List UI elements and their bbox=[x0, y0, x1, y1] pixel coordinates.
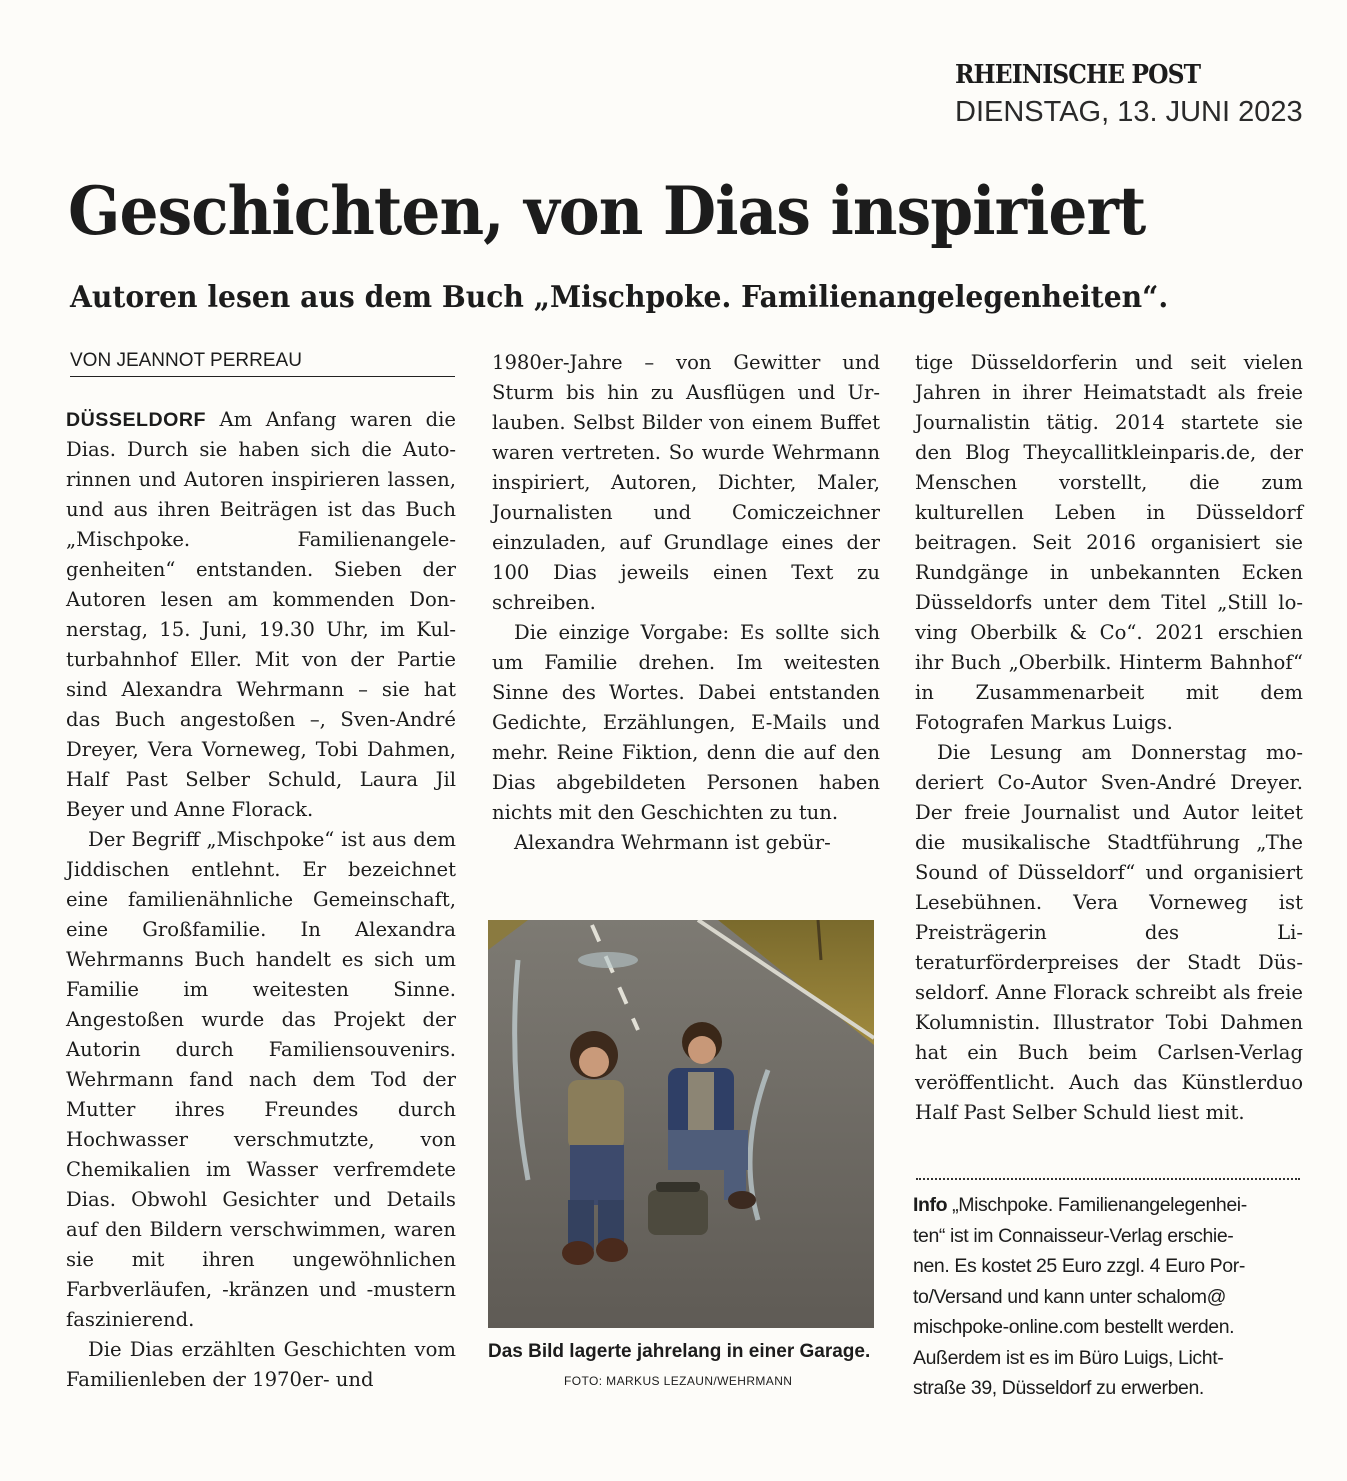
paragraph-5: Die einzige Vorgabe: Es sollte sich um Familie drehen. Im weitesten Sinne des Wortes. Dabei entstanden Gedichte, Erzählungen, E-Mails und mehr. Reine Fiktion, denn die auf den Dias abgebildeten Personen haben nichts mit den Geschichten zu tun. bbox=[492, 621, 880, 824]
article-column-1 bbox=[66, 405, 456, 1395]
paragraph-1-text: Am Anfang waren die Dias. Durch sie haben sich die Autorinnen und Autoren inspirieren lassen, und aus ihren Beiträgen ist das Buch „Mischpoke. Familienangelegenheiten“ entstanden. Sieben der Autoren lesen am kommenden Donnerstag, 15. Juni, 19.30 Uhr, im Kulturbahnhof Eller. Mit von der Partie sind Alexandra Wehrmann – sie hat das Buch angestoßen –, Sven-André Dreyer, Vera Vorneweg, Tobi Dahmen, Half Past Selber Schuld, Laura Jil Beyer und Anne Florack. bbox=[66, 408, 457, 821]
photo-credit: FOTO: MARKUS LEZAUN/WEHRMANN bbox=[564, 1374, 793, 1388]
info-line-5: mischpoke-online.com bestellt werden. bbox=[913, 1316, 1235, 1338]
info-line-3: nen. Es kostet 25 Euro zzgl. 4 Euro Por- bbox=[913, 1255, 1245, 1277]
paragraph-2: Der Begriff „Mischpoke“ ist aus dem Jiddischen entlehnt. Er bezeichnet eine familienähnliche Gemeinschaft, eine Großfamilie. In Alexandra Wehrmanns Buch handelt es sich um Familie im weitesten Sinne. Angestoßen wurde das Projekt der Autorin durch Familiensouvenirs. Wehrmann fand nach dem Tod der Mutter ihres Freundes durch Hochwasser verschmutzte, von Chemikalien im Wasser verfremdete Dias. Obwohl Gesichter und Details auf den Bildern verschwimmen, waren sie mit ihren ungewöhnlichen Farbverläufen, -kränzen und -mustern faszinierend. bbox=[66, 828, 456, 1331]
info-line-2: ten“ ist im Connaisseur-Verlag erschie- bbox=[913, 1224, 1234, 1247]
info-box bbox=[913, 1190, 1305, 1404]
paragraph-1 bbox=[66, 405, 456, 825]
article-column-2 bbox=[492, 348, 880, 858]
info-line-1 bbox=[913, 1190, 1305, 1221]
issue-date: DIENSTAG, 13. JUNI 2023 bbox=[955, 96, 1303, 128]
article-headline: Geschichten, von Dias inspiriert bbox=[68, 172, 1146, 250]
paragraph-8: Die Lesung am Donnerstag moderiert Co-Autor Sven-André Dreyer. Der freie Journalist und Autor leitet die musikalische Stadtführung „The Sound of Düsseldorf“ und organisiert Lesebühnen. Vera Vorneweg ist Preisträgerin des Literaturförderpreises der Stadt Düsseldorf. Anne Florack schreibt als freie Kolumnistin. Illustrator Tobi Dahmen hat ein Buch beim Carlsen-Verlag veröffentlicht. Auch das Künstlerduo Half Past Selber Schuld liest mit. bbox=[915, 741, 1303, 1124]
article-photo bbox=[488, 920, 874, 1328]
info-line-7: straße 39, Düsseldorf zu erwerben. bbox=[913, 1377, 1204, 1399]
photo-two-boys-on-road bbox=[488, 920, 874, 1328]
newspaper-name: RHEINISCHE POST bbox=[955, 60, 1201, 90]
info-line-6: Außerdem ist es im Büro Luigs, Licht- bbox=[913, 1346, 1224, 1369]
paragraph-4: 1980er-Jahre – von Gewitter und Sturm bis hin zu Ausflügen und Urlauben. Selbst Bilder von einem Buffet waren vertreten. So wurde Wehrmann inspiriert, Autoren, Dichter, Maler, Journalisten und Comiczeichner einzuladen, auf Grundlage eines der 100 Dias jeweils einen Text zu schreiben. bbox=[492, 351, 880, 614]
masthead bbox=[955, 60, 1303, 129]
article-column-3 bbox=[915, 348, 1303, 1128]
paragraph-3: Die Dias erzählten Geschichten vom Familienleben der 1970er- und bbox=[66, 1338, 456, 1391]
info-divider bbox=[916, 1178, 1300, 1180]
info-text-1: „Mischpoke. Familienangelegenhei- bbox=[952, 1194, 1247, 1216]
article-subheadline: Autoren lesen aus dem Buch „Mischpoke. Familienangelegenheiten“. bbox=[70, 280, 1169, 315]
photo-caption bbox=[488, 1338, 874, 1395]
info-line-4: to/Versand und kann unter schalom@ bbox=[913, 1285, 1226, 1308]
paragraph-6: Alexandra Wehrmann ist gebür- bbox=[514, 831, 831, 854]
paragraph-7: tige Düsseldorferin und seit vielen Jahren in ihrer Heimatstadt als freie Journalistin tätig. 2014 startete sie den Blog Theycallitkleinparis.de, der Menschen vorstellt, die zum kulturellen Leben in Düsseldorf beitragen. Seit 2016 organisiert sie Rundgänge in unbekannten Ecken Düsseldorfs unter dem Titel „Still loving Oberbilk & Co“. 2021 erschien ihr Buch „Oberbilk. Hinterm Bahnhof“ in Zusammenarbeit mit dem Fotografen Markus Luigs. bbox=[915, 351, 1303, 734]
byline: VON JEANNOT PERREAU bbox=[70, 350, 455, 377]
dateline: DÜSSELDORF bbox=[66, 409, 206, 431]
info-label: Info bbox=[913, 1194, 948, 1216]
caption-text: Das Bild lagerte jahrelang in einer Garage. bbox=[488, 1341, 871, 1362]
